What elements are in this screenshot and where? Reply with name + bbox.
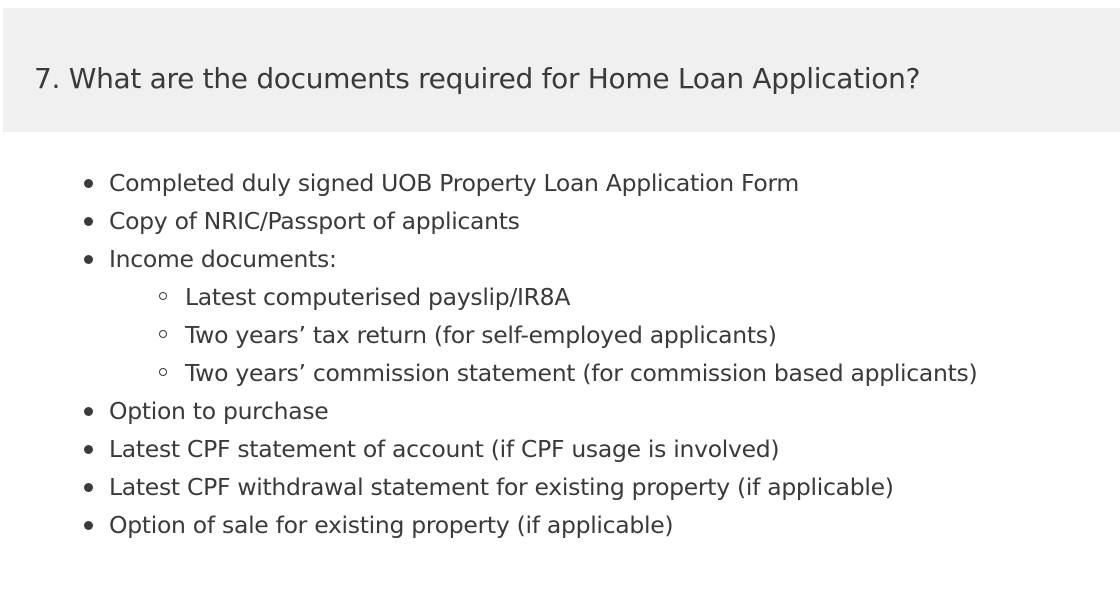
- bullet-circle-icon: [159, 368, 167, 376]
- list-item-text: Latest computerised payslip/IR8A: [185, 283, 571, 311]
- list-item-text: Completed duly signed UOB Property Loan Application Form: [109, 169, 799, 197]
- list-item-income-documents: [0, 240, 977, 278]
- list-item-cpf-withdrawal: [0, 468, 977, 506]
- list-item-nric-passport: [0, 202, 977, 240]
- list-item-cpf-statement: [0, 430, 977, 468]
- list-item-text: Income documents:: [109, 245, 337, 273]
- bullet-dot-icon: [84, 521, 93, 530]
- sub-list-item-commission-statement: [0, 354, 977, 392]
- list-item-text: Latest CPF statement of account (if CPF usage is involved): [109, 435, 780, 463]
- bullet-circle-icon: [159, 292, 167, 300]
- sub-list-item-tax-return: [0, 316, 977, 354]
- list-item-text: Latest CPF withdrawal statement for existing property (if applicable): [109, 473, 894, 501]
- faq-question-header[interactable]: [3, 8, 1120, 132]
- bullet-dot-icon: [84, 217, 93, 226]
- list-item-text: Copy of NRIC/Passport of applicants: [109, 207, 520, 235]
- list-item-application-form: [0, 164, 977, 202]
- bullet-dot-icon: [84, 255, 93, 264]
- bullet-dot-icon: [84, 179, 93, 188]
- required-documents-list: [0, 164, 977, 544]
- list-item-text: Option of sale for existing property (if applicable): [109, 511, 674, 539]
- sub-list-item-payslip: [0, 278, 977, 316]
- list-item-option-of-sale: [0, 506, 977, 544]
- bullet-dot-icon: [84, 483, 93, 492]
- faq-question-title: 7. What are the documents required for Home Loan Application?: [34, 62, 921, 95]
- list-item-text: Two years’ commission statement (for commission based applicants): [185, 359, 978, 387]
- list-item-text: Two years’ tax return (for self-employed applicants): [185, 321, 777, 349]
- bullet-dot-icon: [84, 407, 93, 416]
- list-item-text: Option to purchase: [109, 397, 329, 425]
- bullet-dot-icon: [84, 445, 93, 454]
- bullet-circle-icon: [159, 330, 167, 338]
- list-item-option-to-purchase: [0, 392, 977, 430]
